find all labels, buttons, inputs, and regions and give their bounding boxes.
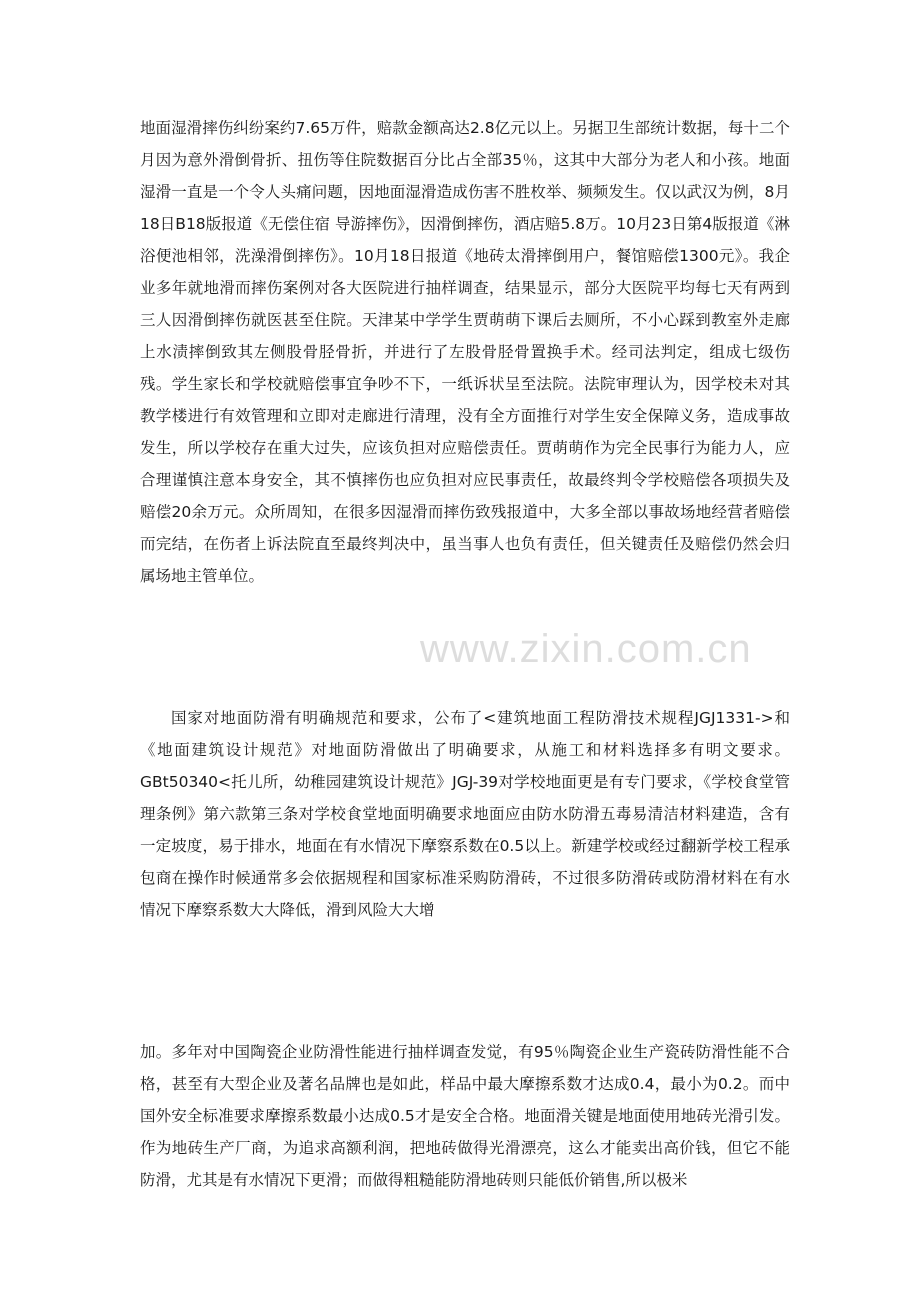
paragraph-1: 地面湿滑摔伤纠纷案约7.65万件，赔款金额高达2.8亿元以上。另据卫生部统计数据，每十二个月因为意外滑倒骨折、扭伤等住院数据百分比占全部35％，这其中大部分为老人和小孩。地面湿滑一直是一个令人头痛问题，因地面湿滑造成伤害不胜枚举、频频发生。仅以武汉为例，8月18日B18版报道《无偿住宿 导游摔伤》，因滑倒摔伤，酒店赔5.8万。10月23日第4版报道《淋浴便池相邻，洗澡滑倒摔伤》。10月18日报道《地砖太滑摔倒用户，餐馆赔偿1300元》。我企业多年就地滑而摔伤案例对各大医院进行抽样调查，结果显示，部分大医院平均每七天有两到三人因滑倒摔伤就医甚至住院。天津某中学学生贾萌萌下课后去厕所，不小心踩到教室外走廊上水渍摔倒致其左侧股骨胫骨折，并进行了左股骨胫骨置换手术。经司法判定，组成七级伤残。学生家长和学校就赔偿事宜争吵不下，一纸诉状呈至法院。法院审理认为，因学校未对其教学楼进行有效管理和立即对走廊进行清理，没有全方面推行对学生安全保障义务，造成事故发生，所以学校存在重大过失，应该负担对应赔偿责任。贾萌萌作为完全民事行为能力人，应合理谨慎注意本身安全，其不慎摔伤也应负担对应民事责任，故最终判令学校赔偿各项损失及赔偿20余万元。众所周知，在很多因湿滑而摔伤致残报道中，大多全部以事故场地经营者赔偿而完结，在伤者上诉法院直至最终判决中，虽当事人也负有责任，但关键责任及赔偿仍然会归属场地主管单位。 (140, 119, 790, 585)
paragraph-2: 国家对地面防滑有明确规范和要求，公布了<建筑地面工程防滑技术规程JGJ1331->和《地面建筑设计规范》对地面防滑做出了明确要求，从施工和材料选择多有明文要求。GBt50340<托儿所，幼稚园建筑设计规范》JGJ-39对学校地面更是有专门要求，《学校食堂管理条例》第六款第三条对学校食堂地面明确要求地面应由防水防滑五毒易清洁材料建造，含有一定坡度，易于排水，地面在有水情况下摩察系数在0.5以上。新建学校或经过翻新学校工程承包商在操作时候通常多会依据规程和国家标准采购防滑砖，不过很多防滑砖或防滑材料在有水情况下摩察系数大大降低，滑到风险大大增 (140, 709, 790, 919)
watermark: www.zixin.com.cn (420, 627, 752, 671)
paragraph-3: 加。多年对中国陶瓷企业防滑性能进行抽样调查发觉，有95％陶瓷企业生产瓷砖防滑性能不合格，甚至有大型企业及著名品牌也是如此，样品中最大摩擦系数才达成0.4，最小为0.2。而中国外安全标准要求摩擦系数最小达成0.5才是安全合格。地面滑关键是地面使用地砖光滑引发。作为地砖生产厂商，为追求高额利润，把地砖做得光滑漂亮，这么才能卖出高价钱，但它不能防滑，尤其是有水情况下更滑；而做得粗糙能防滑地砖则只能低价销售,所以极米 (140, 1043, 790, 1189)
